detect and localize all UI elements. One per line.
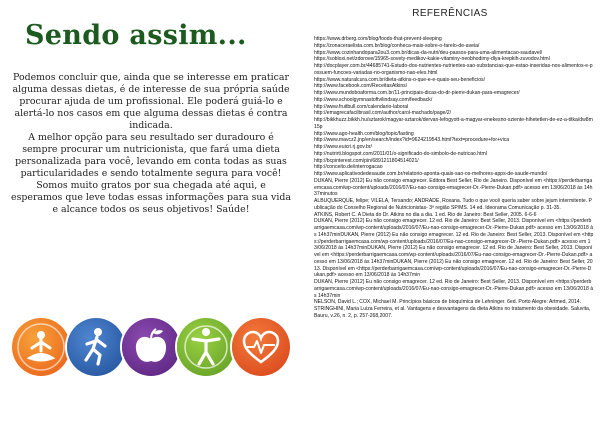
reference-item: https://sobloxi.net/zdorove/15965-sovety-medikov-kakie-vitaminy-neobhodimy-dlya-krepkih-zuvodov.html: [314, 56, 550, 63]
reference-item: http://bcpinterest.com/pin/6891211804514021/: [314, 157, 419, 164]
right-page: [305, 0, 595, 424]
reference-item: DUKAN, Pierre (2012) Eu não consigo emagrecer. 12 ed. Rio de Janeiro: Best Seller, 2013. Disponível em <https://perderbarrigaemcasa.com/wp-content/uploads/2016/07/Eu-nao-consigo-emagrecer-Dr.-Pierre-Dukan.pdf> acesso em 13/06/2018 às 14h37min: [314, 279, 594, 299]
reference-item: http://www.mundoboaforma.com.br/11-principais-dicas-do-dr-pierre-dukan-para-emagrecer/: [314, 90, 520, 96]
reference-item: http://www.fruitbull.com/calendario-laboral: [314, 103, 409, 110]
body-icon: [177, 318, 235, 376]
reference-item: http://www.aplicativodedesaude.com.br/relatorio-aponta-quais-sao-os-melhores-apps-de-saude-mundo/: [314, 171, 548, 177]
reference-item: http://www.schoolgymnastoftvilindsay.com/feedback/: [314, 96, 433, 103]
page-title: Sendo assim...: [25, 20, 247, 51]
reference-item: https://www.drberg.com/blog/foods-that-prevent-sleeping: [314, 36, 442, 42]
health-icons-row: [12, 318, 290, 380]
reference-item: http://emagrecafacilbrasil.com/author/carol-machado/page/2/: [314, 110, 452, 117]
heart-icon: [232, 318, 290, 376]
reference-item: http://www.euicri.rj.gov.br/: [314, 144, 372, 150]
reference-item: DUKAN, Pierre (2012) Eu não consigo emagrecer. 12 ed. Rio de Janeiro: Best Seller, 2013. Disponível em <https://perderbarrigaemcasa.com/wp-content/uploads/2016/07/Eu-nao-consigo-emagrecer-Dr.-Pierre-Dukan.pdf> acesso em 13/06/2018 às 14h37minDUKAN, Pierre (2012) Eu não consigo emagrecer. 12 ed. Rio de Janeiro: Best Seller, 2013. Disponível em <https://perderbarrigaemcasa.com/wp-content/uploads/2016/07/Eu-nao-consigo-emagrecer-Dr.-Pierre-Dukan.pdf> acesso em 13/06/2018 às 14h37minDUKAN, Pierre (2012) Eu não consigo emagrecer. 12 ed. Rio de Janeiro: Best Seller, 2013. Disponível em <https://perderbarrigaemcasa.com/wp-content/uploads/2016/07/Eu-nao-consigo-emagrecer-Dr.-Pierre-Dukan.pdf> acesso em 13/06/2018 às 14h37minDUKAN, Pierre (2012) Eu não consigo emagrecer. 12 ed. Rio de Janeiro: Best Seller, 2013. Disponível em <https://perderbarrigaemcasa.com/wp-content/uploads/2016/07/Eu-nao-consigo-emagrecer-Dr.-Pierre-Dukan.pdf> acesso em 13/06/2018 às 14h37min: [314, 218, 594, 279]
conclusion-paragraph-1: Podemos concluir que, ainda que se interesse em praticar alguma dessas dietas, é de interesse de sua própria saúde procurar ajuda de um profissional. Ele poderá guiá-lo e alertá-lo nos casos em que alguma dessas dietas é contra indicada.: [12, 72, 290, 131]
reference-item: ALBUQUERQUE, felipe; VILELA, Tersando; ANDRADE, Roxana. Tudo o que você queria saber sobre jejum intermitente. Publicação do Conselho Regional de Nutricionistas- 3ª região SP/MS. 14 ed. Ideorama Comunicação p. 31-35.: [314, 198, 592, 211]
apple-icon: [122, 318, 180, 376]
reference-item: http://nutrirti.blogspot.com/2011/01/o-significado-do-simbolo-de-nutricao.html: [314, 150, 487, 157]
reference-item: http://bikkhuzz.bikkh.hu/sztarok/magyar-sztarok/dervan-lefogyott-a-magyar-enekesno-sziente-hihetetlen-de-ez-a-titka/dw8m15p: [314, 117, 593, 130]
reference-item: http://docplayer.com.br/44685741-Estudo-dos-nutrientes-nutrientes-sao-substancias-que-estao-inseridas-nos-alimentos-e-possuem-funcoes-variadas-no-organismo-nao-eles.html: [314, 63, 593, 76]
reference-item: STRINGHINI, Maria Luiza Ferreira, et al. Vantagens e desvantagens da dieta Atkins no tratamento da obesidade. Saluvita, Bauru, v.26, n. 2, p. 257-268,2007.: [314, 306, 591, 319]
reference-item: NELSON, David L.; COX, Michael M. Princípios básicos de bioquímica de Lehninger. 6ed. Porto Alegre: Artmed, 2014.: [314, 299, 581, 306]
reference-item: https://www.naturalcura.com.br/dieta-atkins-o-que-e-e-quais-seu-beneficios/: [314, 76, 486, 83]
conclusion-paragraph-2: A melhor opção para seu resultado ser duradouro é sempre procurar um nutricionista, que fará uma dieta personalizada para você, levando em conta todas as suas particularidades e sendo totalmente segura para você!: [15, 132, 287, 179]
running-icon: [67, 318, 125, 376]
reference-item: http://conceito.de/interrogacao: [314, 164, 383, 171]
meditation-icon: [12, 318, 70, 376]
references-list: [314, 36, 594, 320]
references-title: REFERÊNCIAS: [412, 8, 488, 19]
reference-item: ATKINS, Robert C. A Dieta do Dr. Atkins no dia a dia. 1 ed. Rio de Janeiro: Best Seller, 2005. 6-6-6: [314, 211, 537, 218]
reference-item: http://www.mavcz2.jnp/en/search/index?id=9624219543.html?text=procedure+for+vica: [314, 137, 510, 144]
reference-item: https://zonaceraelista.com.br/blog/conheca-mais-sobre-o-farelo-de-aveia/: [314, 42, 480, 49]
reference-item: http://www.facebook.com/ReceitasAtkins/: [314, 83, 408, 90]
reference-item: http://www.ago-health.com/blog/topic/fasting: [314, 130, 414, 137]
reference-item: DUKAN, Pierre (2012) Eu não consigo emagrecer. Editora Best Seller, Rio de Janeiro. Disponível em <https://perderbarrigaemcasa.com/wp-content/uploads/2016/07/Eu-nao-consigo-emagrecer-Dr.-Pierre-Dukan.pdf> acesso em 13/06/2018 às 14h37minutos: [314, 177, 593, 198]
conclusion-paragraph-3: Somos muito gratos por sua chegada até aqui, e esperamos que leve todas essas informações para sua vida e alcance todos os seus objetivos! Saúde!: [11, 180, 291, 215]
conclusion-text: [10, 72, 292, 216]
reference-item: https://www.cozinhandopara2ou3.com.br/dicas-da-nutri/deu-passos-para-uma-alimentacao-saudavel/: [314, 49, 543, 56]
